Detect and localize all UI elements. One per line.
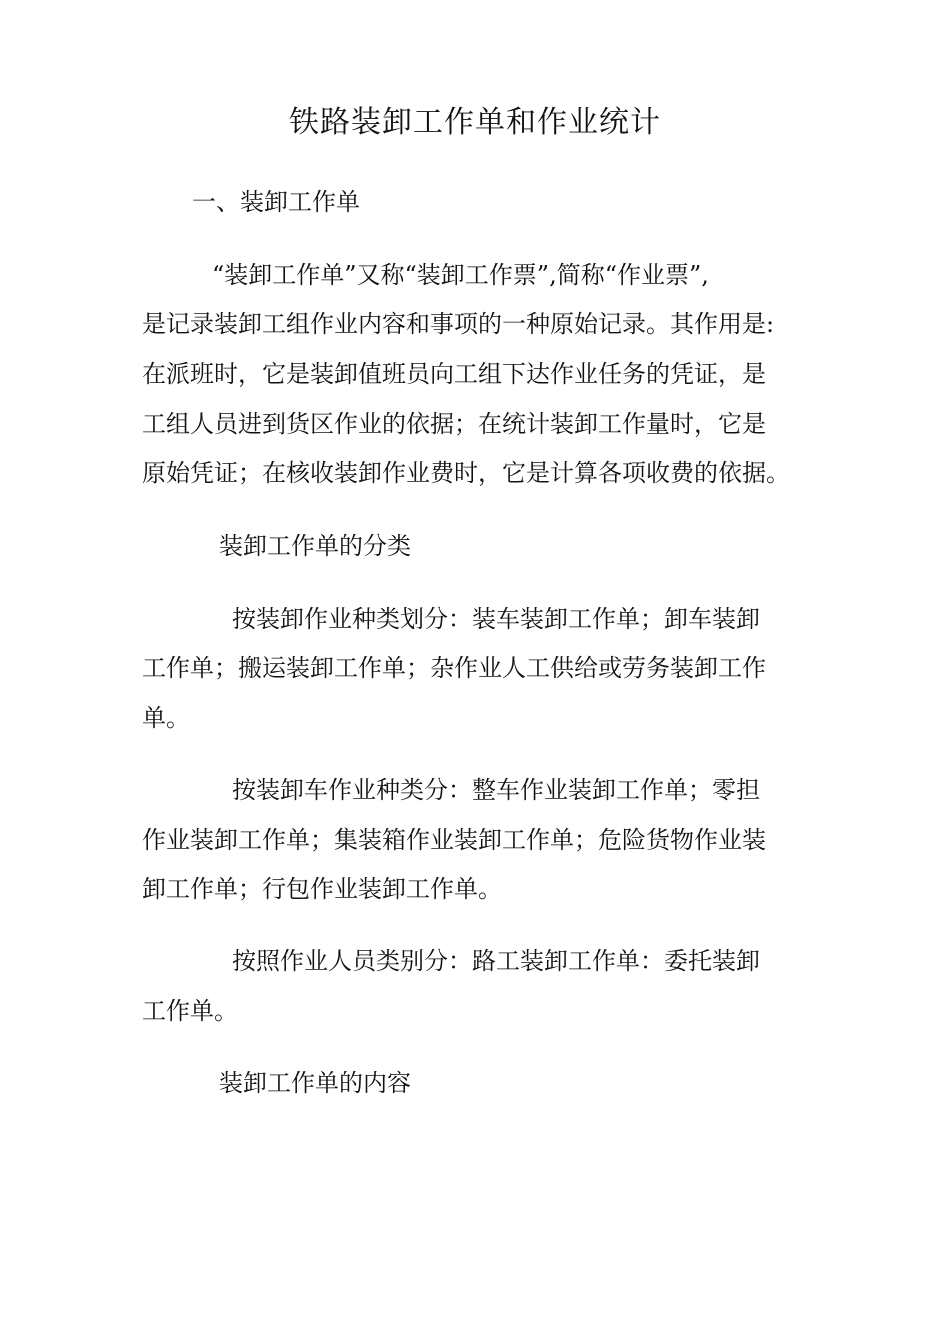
paragraph-line: 按装卸作业种类划分：装车装卸工作单；卸车装卸 (232, 605, 760, 633)
paragraph-line: 按装卸车作业种类分：整车作业装卸工作单；零担 (232, 776, 760, 804)
section-heading: 一、装卸工作单 (192, 188, 360, 216)
paragraph-line: 作业装卸工作单；集装箱作业装卸工作单；危险货物作业装 (142, 826, 766, 854)
paragraph-line: “装卸工作单”又称“装卸工作票”,简称“作业票”, (212, 261, 709, 289)
paragraph-line: 按照作业人员类别分：路工装卸工作单：委托装卸 (232, 947, 760, 975)
paragraph-line: 在派班时，它是装卸值班员向工组下达作业任务的凭证，是 (142, 360, 766, 388)
paragraph-line: 是记录装卸工组作业内容和事项的一种原始记录。其作用是: (142, 310, 775, 338)
paragraph-line: 工作单；搬运装卸工作单；杂作业人工供给或劳务装卸工作 (142, 654, 766, 682)
paragraph-line: 工组人员进到货区作业的依据；在统计装卸工作量时，它是 (142, 410, 766, 438)
paragraph-line: 原始凭证；在核收装卸作业费时，它是计算各项收费的依据。 (142, 459, 790, 487)
document-title: 铁路装卸工作单和作业统计 (289, 105, 661, 140)
paragraph-line: 单。 (142, 704, 190, 732)
paragraph-line: 卸工作单；行包作业装卸工作单。 (142, 875, 502, 903)
subsection-heading: 装卸工作单的分类 (219, 532, 411, 560)
paragraph-line: 工作单。 (142, 997, 238, 1025)
subsection-heading: 装卸工作单的内容 (219, 1069, 411, 1097)
